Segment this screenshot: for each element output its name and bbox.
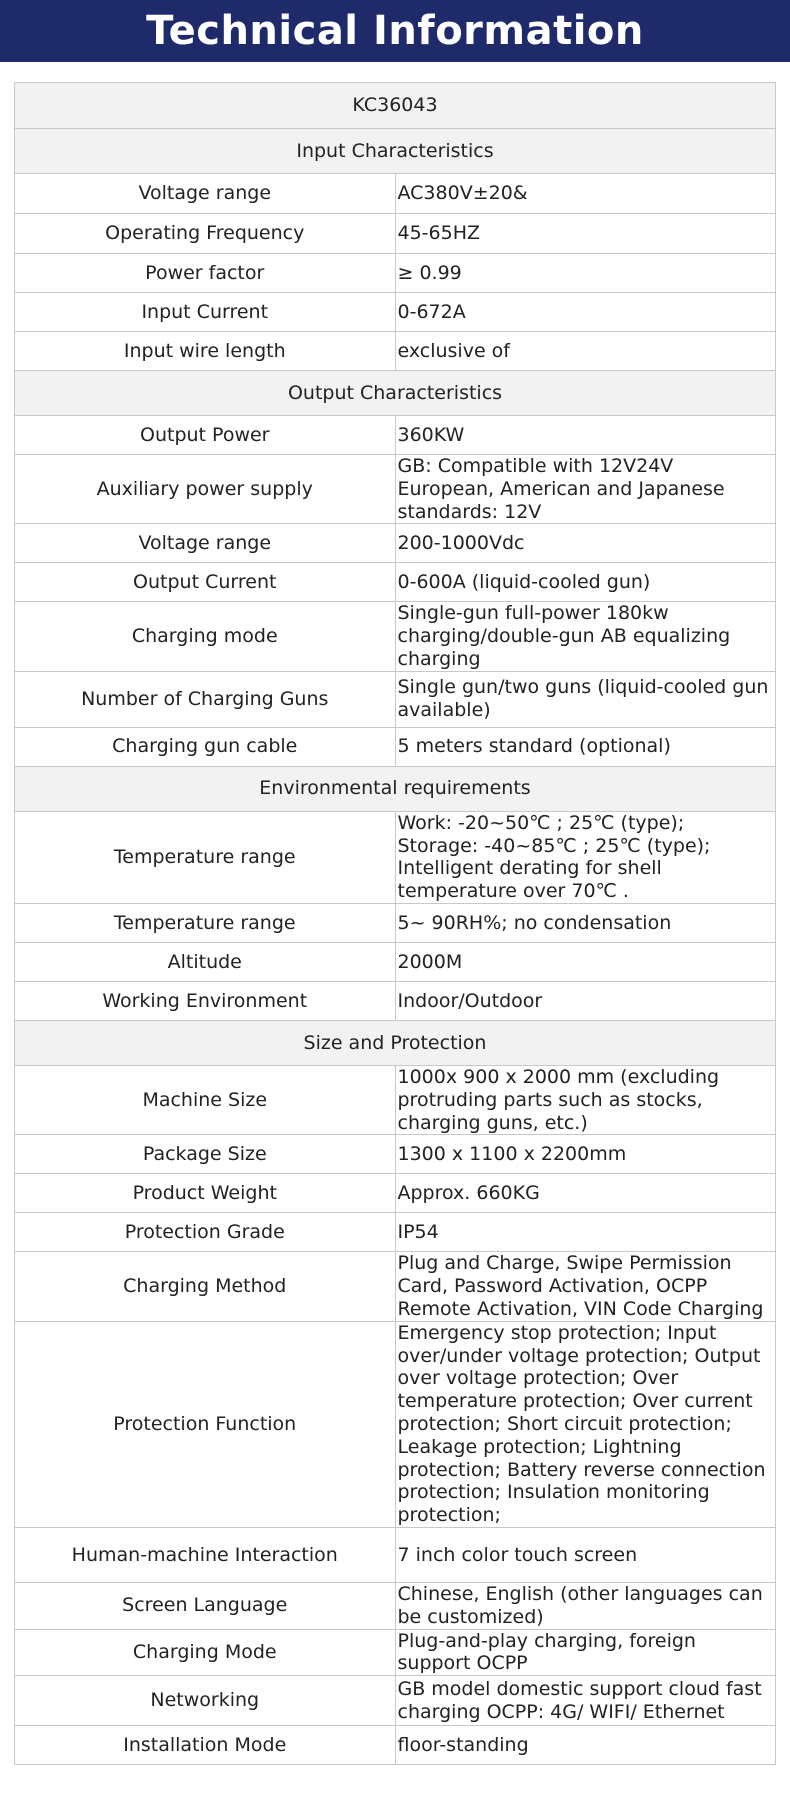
spec-row <box>15 455 776 524</box>
spec-label: Number of Charging Guns <box>15 671 396 727</box>
spec-row <box>15 1213 776 1252</box>
spec-label: Working Environment <box>15 981 396 1020</box>
spec-row <box>15 254 776 293</box>
spec-value: GB model domestic support cloud fast charging OCPP: 4G/ WIFI/ Ethernet <box>395 1676 776 1726</box>
spec-row <box>15 903 776 942</box>
section-row <box>15 766 776 811</box>
spec-value: 2000M <box>395 942 776 981</box>
spec-row <box>15 1676 776 1726</box>
spec-row <box>15 1726 776 1765</box>
section-row <box>15 1020 776 1065</box>
spec-row <box>15 1321 776 1527</box>
spec-value: ≥ 0.99 <box>395 254 776 293</box>
spec-label: Voltage range <box>15 524 396 563</box>
section-title: Input Characteristics <box>15 129 776 174</box>
spec-row <box>15 214 776 254</box>
spec-label: Networking <box>15 1676 396 1726</box>
spec-row <box>15 602 776 671</box>
spec-row <box>15 811 776 903</box>
spec-value: 5 meters standard (optional) <box>395 727 776 766</box>
spec-value: IP54 <box>395 1213 776 1252</box>
spec-label: Auxiliary power supply <box>15 455 396 524</box>
spec-label: Charging Method <box>15 1252 396 1321</box>
spec-row <box>15 1065 776 1134</box>
spec-row <box>15 1252 776 1321</box>
spec-value: Indoor/Outdoor <box>395 981 776 1020</box>
spec-label: Temperature range <box>15 903 396 942</box>
spec-label: Charging gun cable <box>15 727 396 766</box>
spec-value: Chinese, English (other languages can be customized) <box>395 1582 776 1629</box>
spec-row <box>15 671 776 727</box>
spec-label: Installation Mode <box>15 1726 396 1765</box>
spec-table <box>14 82 776 1765</box>
spec-value: 1000x 900 x 2000 mm (excluding protruding parts such as stocks, charging guns, etc.) <box>395 1065 776 1134</box>
section-title: Environmental requirements <box>15 766 776 811</box>
spec-row <box>15 1527 776 1582</box>
spec-label: Package Size <box>15 1135 396 1174</box>
spec-value: 1300 x 1100 x 2200mm <box>395 1135 776 1174</box>
spec-label: Temperature range <box>15 811 396 903</box>
model-row <box>15 83 776 129</box>
spec-value: Emergency stop protection; Input over/under voltage protection; Output over voltage protection; Over temperature protection; Over current protection; Short circuit protection; Leakage protection; Lightning protection; Battery reverse connection protection; Insulation monitoring protection; <box>395 1321 776 1527</box>
spec-value: 5~ 90RH%; no condensation <box>395 903 776 942</box>
spec-row <box>15 416 776 455</box>
spec-label: Human-machine Interaction <box>15 1527 396 1582</box>
spec-value: 7 inch color touch screen <box>395 1527 776 1582</box>
spec-row <box>15 1135 776 1174</box>
spec-row <box>15 563 776 602</box>
spec-row <box>15 1582 776 1629</box>
spec-value: GB: Compatible with 12V24V European, American and Japanese standards: 12V <box>395 455 776 524</box>
spec-row <box>15 332 776 371</box>
spec-label: Protection Function <box>15 1321 396 1527</box>
spec-table-body <box>15 83 776 1765</box>
spec-value: 200-1000Vdc <box>395 524 776 563</box>
spec-value: Work: -20~50℃ ; 25℃ (type); Storage: -40~85℃ ; 25℃ (type); Intelligent derating for shell temperature over 70℃ . <box>395 811 776 903</box>
spec-value: Plug and Charge, Swipe Permission Card, Password Activation, OCPP Remote Activation, VIN Code Charging <box>395 1252 776 1321</box>
section-row <box>15 129 776 174</box>
spec-row <box>15 1174 776 1213</box>
spec-label: Product Weight <box>15 1174 396 1213</box>
spec-row <box>15 981 776 1020</box>
section-title: Size and Protection <box>15 1020 776 1065</box>
spec-label: Operating Frequency <box>15 214 396 254</box>
spec-value: exclusive of <box>395 332 776 371</box>
spec-value: Approx. 660KG <box>395 1174 776 1213</box>
spec-label: Screen Language <box>15 1582 396 1629</box>
spec-label: Input Current <box>15 293 396 332</box>
spec-label: Charging mode <box>15 602 396 671</box>
page-banner <box>0 0 790 62</box>
spec-value: 0-600A (liquid-cooled gun) <box>395 563 776 602</box>
spec-label: Protection Grade <box>15 1213 396 1252</box>
spec-value: Single-gun full-power 180kw charging/double-gun AB equalizing charging <box>395 602 776 671</box>
spec-value: floor-standing <box>395 1726 776 1765</box>
spec-label: Output Current <box>15 563 396 602</box>
section-row <box>15 371 776 416</box>
spec-value: Plug-and-play charging, foreign support OCPP <box>395 1629 776 1676</box>
spec-label: Output Power <box>15 416 396 455</box>
spec-label: Power factor <box>15 254 396 293</box>
spec-row <box>15 727 776 766</box>
spec-value: Single gun/two guns (liquid-cooled gun available) <box>395 671 776 727</box>
spec-row <box>15 293 776 332</box>
spec-row <box>15 1629 776 1676</box>
spec-label: Machine Size <box>15 1065 396 1134</box>
page-title: Technical Information <box>146 8 644 54</box>
spec-label: Altitude <box>15 942 396 981</box>
spec-label: Voltage range <box>15 174 396 214</box>
spec-value: AC380V±20& <box>395 174 776 214</box>
spec-label: Input wire length <box>15 332 396 371</box>
spec-value: 360KW <box>395 416 776 455</box>
spec-label: Charging Mode <box>15 1629 396 1676</box>
spec-value: 0-672A <box>395 293 776 332</box>
spec-row <box>15 942 776 981</box>
model-name: KC36043 <box>15 83 776 129</box>
spec-row <box>15 524 776 563</box>
section-title: Output Characteristics <box>15 371 776 416</box>
spec-row <box>15 174 776 214</box>
spec-value: 45-65HZ <box>395 214 776 254</box>
